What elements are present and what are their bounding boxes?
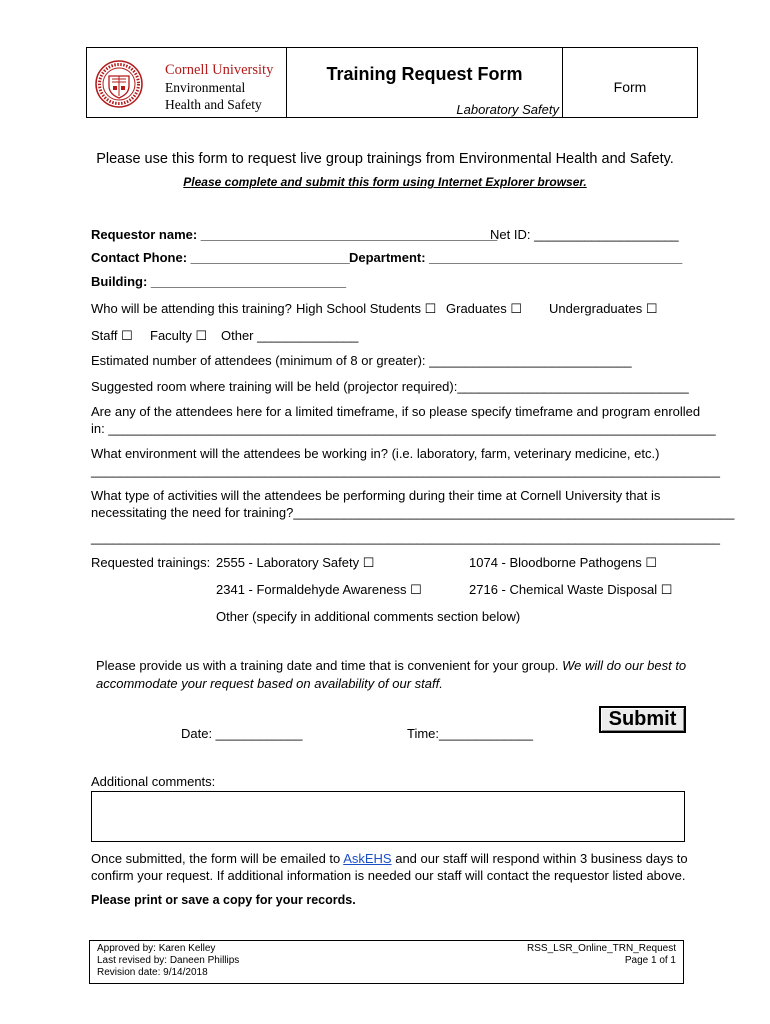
schedule-text-italic: We will do our best to xyxy=(562,658,687,673)
header-title-cell xyxy=(287,48,563,117)
form-header xyxy=(86,47,698,118)
activities-question: What type of activities will the attendees be performing during their time at Cornell University that is xyxy=(91,488,661,503)
other-training-note: Other (specify in additional comments section below) xyxy=(216,609,521,624)
approved-by: Approved by: Karen Kelley xyxy=(97,943,216,954)
revision-date: Revision date: 9/14/2018 xyxy=(97,967,208,978)
room-field[interactable]: Suggested room where training will be held (projector required):________________________________ xyxy=(91,379,689,394)
org-line-2: Environmental xyxy=(165,80,246,95)
environment-field[interactable]: _______________________________________________________________________________________ xyxy=(91,463,721,478)
header-form-cell xyxy=(563,48,697,117)
closing-line-1 xyxy=(91,851,688,866)
date-field[interactable]: Date: ____________ xyxy=(181,726,303,741)
page-number: Page 1 of 1 xyxy=(624,955,676,966)
closing-line-2: confirm your request. If additional information is needed our staff will contact the requestor listed above. xyxy=(91,868,686,883)
footer-left xyxy=(97,943,239,979)
other-attendee-field[interactable]: Other ______________ xyxy=(221,328,359,343)
checkbox-training-2716[interactable]: 2716 - Chemical Waste Disposal ☐ xyxy=(469,582,673,597)
timeframe-field[interactable]: in: ____________________________________________________________________________________ xyxy=(91,421,716,436)
trainings-label: Requested trainings: xyxy=(91,555,211,570)
form-title: Training Request Form xyxy=(326,64,523,84)
org-line-1: Cornell University xyxy=(165,62,274,78)
schedule-text-italic-2: accommodate your request based on availability of our staff. xyxy=(96,676,443,691)
net-id-field[interactable]: Net ID: ____________________ xyxy=(490,227,679,242)
comments-textarea[interactable] xyxy=(91,791,685,842)
closing-text-b: and our staff will respond within 3 business days to xyxy=(395,851,688,866)
attending-question: Who will be attending this training? xyxy=(91,301,292,316)
checkbox-high-school[interactable]: High School Students ☐ xyxy=(296,301,437,316)
revised-by: Last revised by: Daneen Phillips xyxy=(97,955,240,966)
checkbox-training-2341[interactable]: 2341 - Formaldehyde Awareness ☐ xyxy=(216,582,422,597)
environment-question: What environment will the attendees be working in? (i.e. laboratory, farm, veterinary medicine, etc.) xyxy=(91,446,660,461)
comments-label: Additional comments: xyxy=(91,774,216,789)
askehs-link[interactable]: AskEHS xyxy=(343,851,392,866)
requestor-name-label: Requestor name: _________________________________________ xyxy=(91,227,498,242)
form-subtitle: Laboratory Safety xyxy=(456,102,559,117)
doc-id: RSS_LSR_Online_TRN_Request xyxy=(527,943,676,954)
intro-text: Please use this form to request live group trainings from Environmental Health and Safety. xyxy=(96,151,674,167)
schedule-text xyxy=(96,658,686,673)
department-field[interactable]: Department: ___________________________________ xyxy=(349,250,683,265)
submit-button[interactable]: Submit xyxy=(599,706,686,733)
building-field[interactable]: Building: ___________________________ xyxy=(91,274,347,289)
schedule-text-plain: Please provide us with a training date and time that is convenient for your group. xyxy=(96,658,559,673)
checkbox-training-1074[interactable]: 1074 - Bloodborne Pathogens ☐ xyxy=(469,555,658,570)
timeframe-question: Are any of the attendees here for a limited timeframe, if so please specify timeframe and program enrolled xyxy=(91,404,701,419)
requestor-name-field[interactable] xyxy=(91,227,497,242)
checkbox-staff[interactable]: Staff ☐ xyxy=(91,328,133,343)
attendees-field[interactable]: Estimated number of attendees (minimum of 8 or greater): ____________________________ xyxy=(91,353,632,368)
header-logo-cell xyxy=(87,48,287,117)
checkbox-training-2555[interactable]: 2555 - Laboratory Safety ☐ xyxy=(216,555,375,570)
closing-text-a: Once submitted, the form will be emailed to xyxy=(91,851,341,866)
print-note: Please print or save a copy for your records. xyxy=(91,893,356,907)
time-field[interactable]: Time:_____________ xyxy=(407,726,534,741)
checkbox-undergraduates[interactable]: Undergraduates ☐ xyxy=(549,301,658,316)
org-name xyxy=(165,62,273,113)
org-line-3: Health and Safety xyxy=(165,97,262,112)
checkbox-graduates[interactable]: Graduates ☐ xyxy=(446,301,522,316)
contact-phone-field[interactable]: Contact Phone: ______________________ xyxy=(91,250,350,265)
browser-note: Please complete and submit this form using Internet Explorer browser. xyxy=(183,175,587,189)
cornell-seal-icon xyxy=(95,60,143,108)
footer-right xyxy=(527,943,676,967)
checkbox-faculty[interactable]: Faculty ☐ xyxy=(150,328,208,343)
footer-box xyxy=(89,940,684,984)
activities-field-line2[interactable]: _______________________________________________________________________________________ xyxy=(91,530,721,545)
activities-field[interactable]: necessitating the need for training?_____________________________________________________________ xyxy=(91,505,735,520)
form-type-label: Form xyxy=(613,79,647,95)
